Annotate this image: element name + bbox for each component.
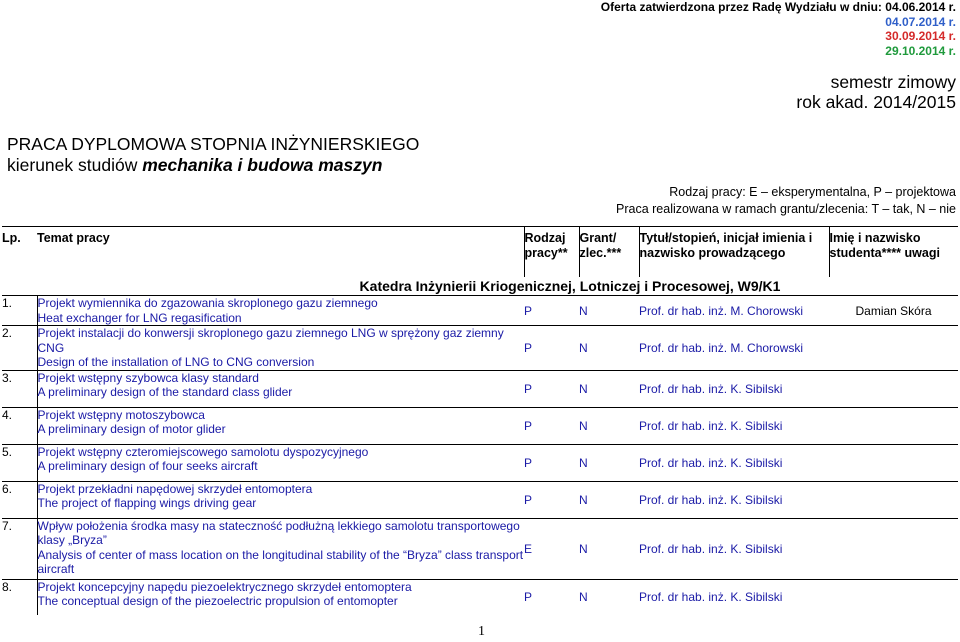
approval-line: Oferta zatwierdzona przez Radę Wydziału w dniu: 04.06.2014 r. — [600, 0, 956, 14]
supervisor: Prof. dr hab. inż. M. Chorowski — [639, 326, 829, 371]
grant-flag: N — [579, 518, 639, 579]
header-student: Imię i nazwisko studenta**** uwagi — [829, 227, 958, 278]
table-header-row — [2, 227, 958, 278]
header-lp: Lp. — [2, 227, 37, 278]
topic-cell — [37, 444, 524, 481]
department-row — [2, 277, 958, 296]
semester-block — [796, 72, 956, 112]
field-of-study — [7, 155, 419, 176]
field-name: mechanika i budowa maszyn — [142, 155, 383, 175]
grant-flag: N — [579, 481, 639, 518]
work-type: P — [524, 326, 579, 371]
supervisor: Prof. dr hab. inż. K. Sibilski — [639, 370, 829, 407]
academic-year: rok akad. 2014/2015 — [796, 92, 956, 112]
student-name — [829, 370, 958, 407]
topic-pl: Projekt koncepcyjny napędu piezoelektrycznego skrzydeł entomoptera — [37, 579, 412, 594]
supervisor: Prof. dr hab. inż. K. Sibilski — [639, 407, 829, 444]
row-number: 4. — [2, 407, 37, 444]
grant-flag: N — [579, 444, 639, 481]
semester-label: semestr zimowy — [830, 72, 956, 92]
work-type: E — [524, 518, 579, 579]
topic-pl: Projekt przekładni napędowej skrzydeł entomoptera — [37, 481, 313, 496]
topic-en: Design of the installation of LNG to CNG conversion — [37, 355, 315, 369]
topic-pl: Wpływ położenia środka masy na stateczność podłużną lekkiego samolotu transportowego klasy „Bryza” — [37, 518, 520, 547]
work-type: P — [524, 481, 579, 518]
page-number: 1 — [478, 624, 485, 639]
topic-en: The project of flapping wings driving gear — [37, 496, 257, 510]
topic-cell — [37, 326, 524, 371]
table-row — [2, 444, 958, 481]
topic-cell — [37, 296, 524, 326]
table-row — [2, 326, 958, 371]
topic-pl: Projekt wstępny motoszybowca — [37, 407, 205, 422]
table-row — [2, 296, 958, 326]
student-name — [829, 579, 958, 615]
student-name — [829, 326, 958, 371]
row-number: 7. — [2, 518, 37, 579]
title-line: PRACA DYPLOMOWA STOPNIA INŻYNIERSKIEGO — [7, 134, 420, 154]
student-name — [829, 407, 958, 444]
legend-info — [616, 184, 956, 218]
grant-flag: N — [579, 407, 639, 444]
topic-en: A preliminary design of motor glider — [37, 422, 226, 436]
topic-cell — [37, 518, 524, 579]
supervisor: Prof. dr hab. inż. M. Chorowski — [639, 296, 829, 326]
row-number: 2. — [2, 326, 37, 371]
topic-pl: Projekt wstępny szybowca klasy standard — [37, 370, 259, 385]
thesis-table — [2, 226, 958, 615]
work-type: P — [524, 444, 579, 481]
student-name — [829, 518, 958, 579]
table-row — [2, 579, 958, 615]
supervisor: Prof. dr hab. inż. K. Sibilski — [639, 579, 829, 615]
grant-flag: N — [579, 370, 639, 407]
grant-flag: N — [579, 579, 639, 615]
document-title — [7, 134, 419, 176]
field-prefix: kierunek studiów — [7, 155, 143, 175]
grant-legend: Praca realizowana w ramach grantu/zlecenia: T – tak, N – nie — [616, 202, 956, 216]
student-name: Damian Skóra — [829, 296, 958, 326]
topic-en: A preliminary design of four seeks aircraft — [37, 459, 258, 473]
supervisor: Prof. dr hab. inż. K. Sibilski — [639, 481, 829, 518]
topic-en: Analysis of center of mass location on the longitudinal stability of the “Bryza” class transport aircraft — [37, 547, 524, 576]
header-supervisor: Tytuł/stopień, inicjał imienia i nazwisko prowadzącego — [639, 227, 829, 278]
row-number: 1. — [2, 296, 37, 326]
table-row — [2, 518, 958, 579]
work-type: P — [524, 296, 579, 326]
header-topic: Temat pracy — [37, 227, 524, 278]
topic-cell — [37, 481, 524, 518]
header-work-type: Rodzaj pracy** — [524, 227, 579, 278]
work-type: P — [524, 370, 579, 407]
row-number: 8. — [2, 579, 37, 615]
row-number: 5. — [2, 444, 37, 481]
row-number: 6. — [2, 481, 37, 518]
topic-en: Heat exchanger for LNG regasification — [37, 310, 242, 325]
topic-pl: Projekt instalacji do konwersji skroplonego gazu ziemnego LNG w sprężony gaz ziemny CNG — [37, 326, 504, 355]
topic-pl: Projekt wymiennika do zgazowania skroplonego gazu ziemnego — [37, 296, 378, 310]
supervisor: Prof. dr hab. inż. K. Sibilski — [639, 444, 829, 481]
grant-flag: N — [579, 326, 639, 371]
grant-flag: N — [579, 296, 639, 326]
supervisor: Prof. dr hab. inż. K. Sibilski — [639, 518, 829, 579]
header-grant: Grant/ zlec.*** — [579, 227, 639, 278]
topic-en: A preliminary design of the standard class glider — [37, 385, 293, 399]
topic-cell — [37, 579, 524, 615]
revision-date: 30.09.2014 r. — [885, 29, 956, 43]
topic-en: The conceptual design of the piezoelectric propulsion of entomopter — [37, 594, 398, 608]
topic-cell — [37, 407, 524, 444]
row-number: 3. — [2, 370, 37, 407]
work-type: P — [524, 579, 579, 615]
table-row — [2, 370, 958, 407]
department-name: Katedra Inżynierii Kriogenicznej, Lotniczej i Procesowej, W9/K1 — [359, 278, 781, 294]
approval-header — [601, 0, 956, 58]
table-row — [2, 481, 958, 518]
work-type-legend: Rodzaj pracy: E – eksperymentalna, P – projektowa — [669, 185, 956, 199]
work-type: P — [524, 407, 579, 444]
topic-pl: Projekt wstępny czteromiejscowego samolotu dyspozycyjnego — [37, 444, 369, 459]
revision-date: 29.10.2014 r. — [885, 43, 956, 58]
student-name — [829, 444, 958, 481]
student-name — [829, 481, 958, 518]
revision-date: 04.07.2014 r. — [885, 14, 956, 29]
table-row — [2, 407, 958, 444]
topic-cell — [37, 370, 524, 407]
